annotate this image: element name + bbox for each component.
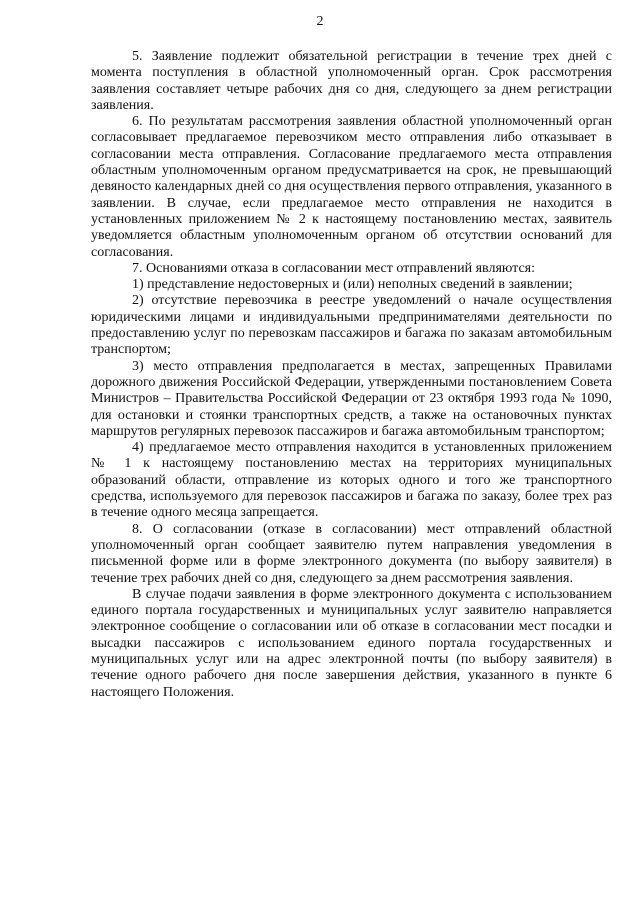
paragraph-electronic-notice: В случае подачи заявления в форме электронного документа с использованием единого портала государственных и муниципальных услуг заявителю направляется электронное сообщение о согласовании или об отказе в согласовании мест посадки и высадки пассажиров с использованием единого портала государственных и муниципальных услуг или на адрес электронной почты (по выбору заявителя) в течение одного рабочего дня после завершения действия, указанного в пункте 6 настоящего Положения. bbox=[91, 586, 612, 700]
list-item-7-4: 4) предлагаемое место отправления находится в установленных приложением № 1 к настоящему постановлению местах на территориях муниципальных образований области, отправление из которых одного и того же транспортного средства, используемого для перевозок пассажиров и багажа по заказу, более трех раз в течение одного месяца запрещается. bbox=[91, 440, 612, 521]
document-body bbox=[91, 49, 612, 701]
paragraph-item-8: 8. О согласовании (отказе в согласовании) мест отправлений областной уполномоченный орган сообщает заявителю путем направления уведомления в письменной форме или в форме электронного документа (по выбору заявителя) в течение трех рабочих дней со дня, следующего за днем рассмотрения заявления. bbox=[91, 521, 612, 586]
paragraph-item-7: 7. Основаниями отказа в согласовании мест отправлений являются: bbox=[132, 260, 535, 276]
list-item-7-1: 1) представление недостоверных и (или) неполных сведений в заявлении; bbox=[132, 277, 573, 293]
paragraph-item-5: 5. Заявление подлежит обязательной регистрации в течение трех дней с момента поступления в областной уполномоченный орган. Срок рассмотрения заявления составляет четыре рабочих дня со дня, следующего за днем регистрации заявления. bbox=[91, 49, 612, 113]
paragraph-item-6: 6. По результатам рассмотрения заявления областной уполномоченный орган согласовывает предлагаемое перевозчиком место отправления либо отказывает в согласовании места отправления. Согласование предлагаемого места отправления областным уполномоченным органом предусматривается на срок, не превышающий девяносто календарных дней со дня осуществления первого отправления, указанного в заявлении. В случае, если предлагаемое место отправления не находится в установленных приложением № 2 к настоящему постановлению местах, заявитель уведомляется областным уполномоченным органом об отсутствии оснований для согласования. bbox=[91, 114, 612, 260]
page-number: 2 bbox=[316, 14, 324, 29]
list-item-7-3: 3) место отправления предполагается в местах, запрещенных Правилами дорожного движения Российской Федерации, утвержденными постановлением Совета Министров – Правительства Российской Федерации от 23 октября 1993 года № 1090, для остановки и стоянки транспортных средств, а также на остановочных пунктах маршрутов регулярных перевозок пассажиров и багажа автомобильным транспортом; bbox=[91, 358, 612, 439]
list-item-7-2: 2) отсутствие перевозчика в реестре уведомлений о начале осуществления юридическими лицами и индивидуальными предпринимателями деятельности по предоставлению услуг по перевозкам пассажиров и багажа по заказам автомобильным транспортом; bbox=[91, 293, 612, 358]
